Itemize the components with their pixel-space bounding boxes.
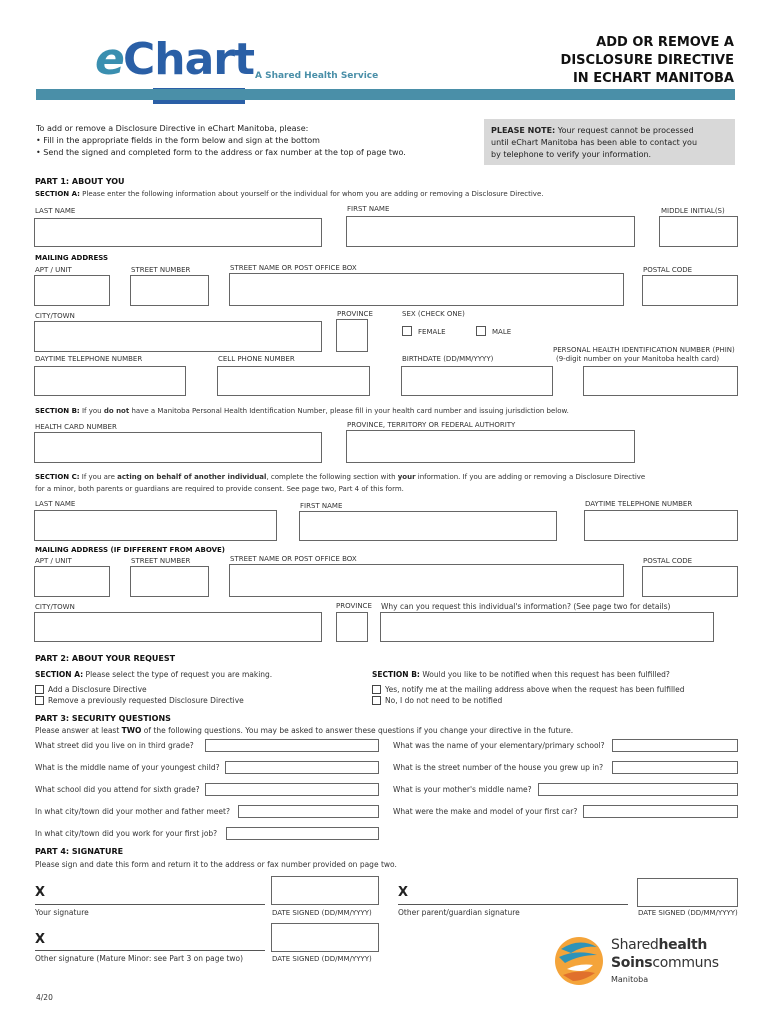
label-province-territory: PROVINCE, TERRITORY OR FEDERAL AUTHORITY — [347, 421, 516, 429]
daytime-phone-2-field[interactable] — [584, 510, 738, 541]
section-b-pre: If you — [81, 407, 104, 415]
section-c-mid: , complete the following section with — [266, 473, 398, 481]
street-name-2-field[interactable] — [229, 564, 624, 597]
first-name-field[interactable] — [346, 216, 635, 247]
part2-heading: PART 2: ABOUT YOUR REQUEST — [35, 654, 176, 663]
security-answer-right-3[interactable] — [538, 783, 738, 796]
section-c-line-2: for a minor, both parents or guardians are required to provide consent. See page two, Part 4 of this form. — [35, 485, 404, 493]
city-town-field[interactable] — [34, 321, 322, 352]
security-question-left-1: What street did you live on in third grade? — [35, 741, 194, 750]
note-line-1: Your request cannot be processed — [557, 126, 694, 135]
label-postal-code-2: POSTAL CODE — [643, 557, 693, 565]
label-date-signed-2: DATE SIGNED (DD/MM/YYYY) — [638, 909, 738, 917]
section-b-label: SECTION B: — [35, 407, 80, 415]
security-answer-left-1[interactable] — [205, 739, 379, 752]
part1-section-a — [35, 190, 544, 198]
last-name-2-field[interactable] — [34, 510, 277, 541]
label-street-name-2: STREET NAME OR POST OFFICE BOX — [230, 555, 357, 563]
note-line-2: until eChart Manitoba has been able to contact you — [491, 138, 698, 147]
label-first-name-2: FIRST NAME — [300, 502, 343, 510]
remove-directive-checkbox[interactable] — [35, 696, 44, 705]
logo-e: e — [95, 34, 125, 85]
label-other-parent: Other parent/guardian signature — [398, 908, 520, 917]
notify-no-checkbox[interactable] — [372, 696, 381, 705]
label-date-signed-3: DATE SIGNED (DD/MM/YYYY) — [272, 955, 372, 963]
part2-section-b-label: SECTION B: — [372, 670, 420, 679]
sh-communs: communs — [652, 955, 719, 971]
label-why-request: Why can you request this individual's information? (See page two for details) — [381, 602, 671, 611]
signature-x-3: X — [35, 932, 46, 947]
label-postal-code: POSTAL CODE — [643, 266, 693, 274]
intro-line: To add or remove a Disclosure Directive in eChart Manitoba, please: — [36, 124, 309, 133]
label-city-town: CITY/TOWN — [35, 312, 75, 320]
sh-manitoba: Manitoba — [611, 975, 649, 984]
security-question-left-2: What is the middle name of your youngest child? — [35, 763, 220, 772]
part3-intro-bold: TWO — [121, 726, 142, 735]
part1-heading: PART 1: ABOUT YOU — [35, 177, 125, 186]
label-add-directive: Add a Disclosure Directive — [48, 685, 147, 694]
street-number-field[interactable] — [130, 275, 209, 306]
male-checkbox[interactable] — [476, 326, 486, 336]
signature-x-2: X — [398, 885, 409, 900]
section-a-text: Please enter the following information about yourself or the individual for whom you are adding or removing a Disclosure Directive. — [82, 190, 544, 198]
street-name-field[interactable] — [229, 273, 624, 306]
label-mailing-diff: MAILING ADDRESS (IF DIFFERENT FROM ABOVE) — [35, 546, 225, 554]
sh-health: health — [658, 937, 708, 953]
part3-intro-post: of the following questions. You may be asked to answer these questions if you change your directive in the future. — [141, 726, 574, 735]
sh-line-2 — [611, 955, 719, 971]
part2-section-b — [372, 670, 670, 679]
section-c-bold: acting on behalf of another individual — [117, 473, 267, 481]
security-question-left-5: In what city/town did you work for your first job? — [35, 829, 218, 838]
intro-bullet-2: • Send the signed and completed form to the address or fax number at the top of page two. — [36, 148, 406, 157]
security-answer-left-2[interactable] — [225, 761, 379, 774]
shared-health-mark-icon — [553, 935, 605, 987]
part2-section-a-label: SECTION A: — [35, 670, 84, 679]
date-signed-2-field[interactable] — [637, 878, 738, 907]
middle-initial-field[interactable] — [659, 216, 738, 247]
shared-health-logo — [553, 935, 743, 991]
section-c-post: information. If you are adding or removing a Disclosure Directive — [415, 473, 646, 481]
security-question-right-2: What is the street number of the house you grew up in? — [393, 763, 604, 772]
security-question-left-3: What school did you attend for sixth grade? — [35, 785, 200, 794]
label-apt-unit: APT / UNIT — [35, 266, 72, 274]
label-last-name: LAST NAME — [35, 207, 76, 215]
postal-code-2-field[interactable] — [642, 566, 738, 597]
part2-section-b-text: Would you like to be notified when this request has been fulfilled? — [422, 670, 670, 679]
last-name-field[interactable] — [34, 218, 322, 247]
sh-line-1 — [611, 937, 707, 953]
part4-heading: PART 4: SIGNATURE — [35, 847, 124, 856]
security-answer-left-3[interactable] — [205, 783, 379, 796]
street-number-2-field[interactable] — [130, 566, 209, 597]
label-your-signature: Your signature — [35, 908, 89, 917]
label-notify-yes: Yes, notify me at the mailing address above when the request has been fulfilled — [385, 685, 685, 694]
section-c-label: SECTION C: — [35, 473, 80, 481]
label-date-signed-1: DATE SIGNED (DD/MM/YYYY) — [272, 909, 372, 917]
security-answer-right-1[interactable] — [612, 739, 738, 752]
sh-shared: Shared — [611, 937, 659, 953]
section-c-your: your — [397, 473, 416, 481]
header-tagline: A Shared Health Service — [255, 71, 379, 81]
label-other-signature: Other signature (Mature Minor: see Part 3 on page two) — [35, 954, 244, 963]
form-title — [561, 34, 734, 88]
security-answer-right-2[interactable] — [612, 761, 738, 774]
add-directive-checkbox[interactable] — [35, 685, 44, 694]
other-parent-signature-line[interactable] — [398, 904, 628, 905]
province-field[interactable] — [336, 319, 368, 352]
label-male: MALE — [492, 328, 512, 336]
label-notify-no: No, I do not need to be notified — [385, 696, 503, 705]
version-label: 4/20 — [36, 993, 53, 1002]
female-checkbox[interactable] — [402, 326, 412, 336]
security-question-right-3: What is your mother's middle name? — [393, 785, 532, 794]
note-label: PLEASE NOTE: — [491, 126, 556, 135]
part1-section-c — [35, 473, 645, 481]
daytime-phone-field[interactable] — [34, 366, 186, 396]
first-name-2-field[interactable] — [299, 511, 557, 541]
birthdate-field[interactable] — [401, 366, 553, 396]
label-remove-directive: Remove a previously requested Disclosure Directive — [48, 696, 244, 705]
health-card-field[interactable] — [34, 432, 322, 463]
label-first-name: FIRST NAME — [347, 205, 390, 213]
date-signed-1-field[interactable] — [271, 876, 379, 905]
label-sex: SEX (CHECK ONE) — [402, 310, 465, 318]
label-province-2: PROVINCE — [336, 602, 372, 610]
other-signature-line[interactable] — [35, 950, 265, 951]
label-daytime-phone-2: DAYTIME TELEPHONE NUMBER — [585, 500, 693, 508]
label-middle-initial: MIDDLE INITIAL(S) — [661, 207, 725, 215]
title-line-1: ADD OR REMOVE A — [596, 35, 734, 50]
part1-section-b — [35, 407, 569, 415]
section-b-bold: do not — [103, 407, 130, 415]
notify-yes-checkbox[interactable] — [372, 685, 381, 694]
province-2-field[interactable] — [336, 612, 368, 642]
signature-x-1: X — [35, 885, 46, 900]
label-province: PROVINCE — [337, 310, 373, 318]
security-question-right-1: What was the name of your elementary/primary school? — [393, 741, 605, 750]
label-phin-sub: (9-digit number on your Manitoba health card) — [556, 355, 720, 363]
date-signed-3-field[interactable] — [271, 923, 379, 952]
label-street-number: STREET NUMBER — [131, 266, 191, 274]
security-answer-left-4[interactable] — [238, 805, 379, 818]
city-town-2-field[interactable] — [34, 612, 322, 642]
security-answer-right-4[interactable] — [583, 805, 738, 818]
section-c-pre: If you are — [81, 473, 118, 481]
province-territory-field[interactable] — [346, 430, 635, 463]
security-answer-left-5[interactable] — [226, 827, 379, 840]
part4-intro: Please sign and date this form and return it to the address or fax number provided on page two. — [35, 860, 397, 869]
note-text — [491, 125, 697, 161]
intro-bullet-1: • Fill in the appropriate fields in the form below and sign at the bottom — [36, 136, 320, 145]
logo-chart: Chart — [123, 34, 255, 85]
security-question-right-4: What were the make and model of your first car? — [393, 807, 578, 816]
section-b-post: have a Manitoba Personal Health Identification Number, please fill in your health card number and issuing jurisdiction below. — [129, 407, 569, 415]
apt-unit-field[interactable] — [34, 275, 110, 306]
security-question-left-4: In what city/town did your mother and father meet? — [35, 807, 230, 816]
label-street-name: STREET NAME OR POST OFFICE BOX — [230, 264, 357, 272]
label-mailing-address: MAILING ADDRESS — [35, 254, 109, 262]
phin-field[interactable] — [583, 366, 738, 396]
why-request-field[interactable] — [380, 612, 714, 642]
label-female: FEMALE — [418, 328, 446, 336]
your-signature-line[interactable] — [35, 904, 265, 905]
label-city-town-2: CITY/TOWN — [35, 603, 75, 611]
apt-unit-2-field[interactable] — [34, 566, 110, 597]
part3-intro-pre: Please answer at least — [35, 726, 122, 735]
label-cell-phone: CELL PHONE NUMBER — [218, 355, 295, 363]
sh-soins: Soins — [611, 955, 653, 971]
cell-phone-field[interactable] — [217, 366, 370, 396]
part3-intro — [35, 726, 573, 735]
label-street-number-2: STREET NUMBER — [131, 557, 191, 565]
label-birthdate: BIRTHDATE (DD/MM/YYYY) — [402, 355, 494, 363]
postal-code-field[interactable] — [642, 275, 738, 306]
section-a-label: SECTION A: — [35, 190, 80, 198]
note-line-3: by telephone to verify your information. — [491, 150, 652, 159]
label-apt-unit-2: APT / UNIT — [35, 557, 72, 565]
label-daytime-phone: DAYTIME TELEPHONE NUMBER — [35, 355, 143, 363]
part2-section-a-text: Please select the type of request you are making. — [85, 670, 273, 679]
title-line-3: IN ECHART MANITOBA — [572, 71, 734, 86]
title-line-2: DISCLOSURE DIRECTIVE — [560, 53, 734, 68]
label-last-name-2: LAST NAME — [35, 500, 76, 508]
part3-heading: PART 3: SECURITY QUESTIONS — [35, 714, 171, 723]
label-health-card: HEALTH CARD NUMBER — [35, 423, 117, 431]
header-divider — [36, 89, 735, 100]
label-phin: PERSONAL HEALTH IDENTIFICATION NUMBER (PHIN) — [553, 346, 735, 354]
part2-section-a — [35, 670, 272, 679]
